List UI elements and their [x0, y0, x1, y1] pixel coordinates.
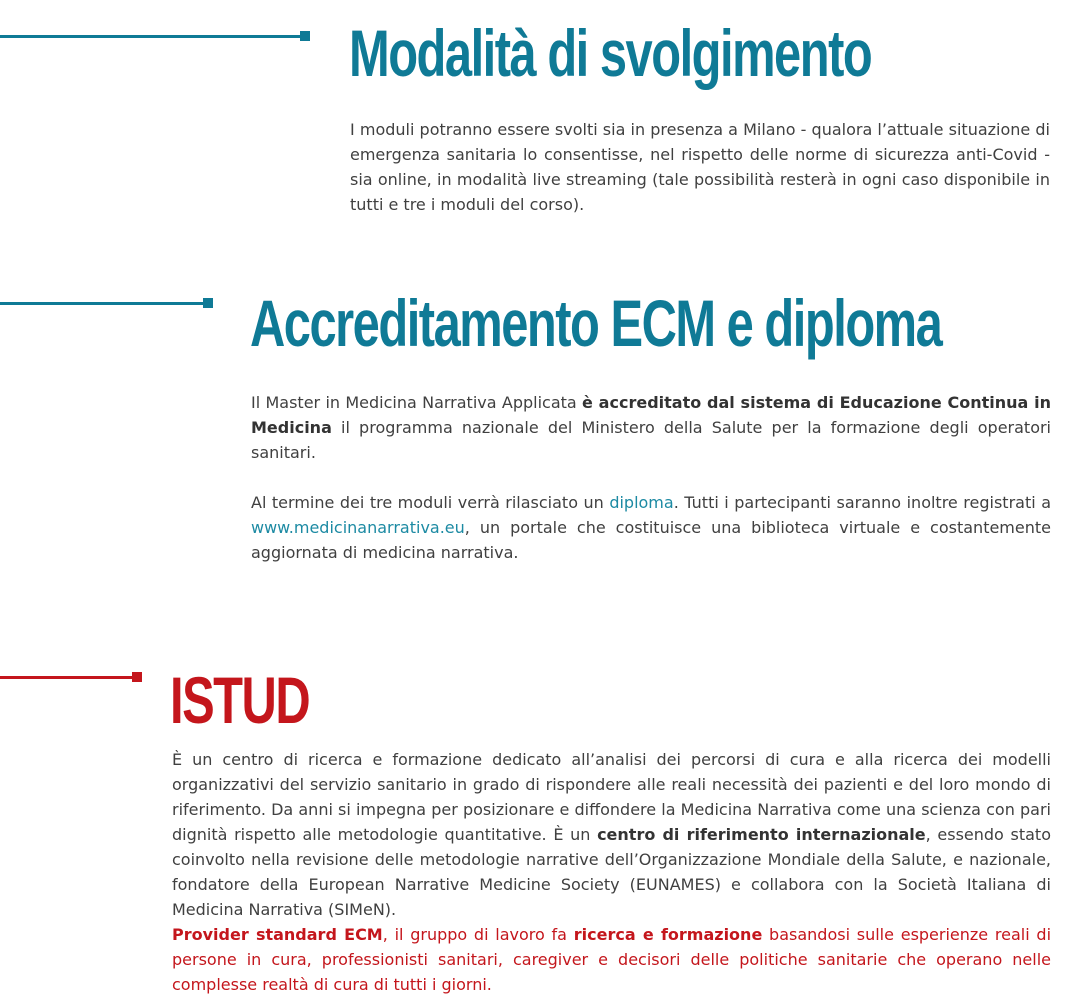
- international-reference-highlight: centro di riferimento internazionale: [597, 825, 926, 844]
- section-divider-line: [0, 302, 211, 305]
- provider-ecm-highlight: Provider standard ECM: [172, 925, 383, 944]
- section-divider-line: [0, 35, 308, 38]
- section-title-modalita: Modalità di svolgimento: [349, 16, 872, 90]
- diploma-link[interactable]: diploma: [609, 493, 674, 512]
- section-body-accreditamento-1: Il Master in Medicina Narrativa Applicata è accreditato dal sistema di Educazione Continua in Medicina il programma nazionale del Ministero della Salute per la formazione degli operatori sanitari.: [251, 393, 1052, 462]
- section-divider-line: [0, 676, 140, 679]
- section-body-istud-2: Provider standard ECM, il gruppo di lavoro fa ricerca e formazione basandosi sulle esperienze reali di persone in cura, professionisti sanitari, caregiver e decisori delle politiche sanitarie che operano nelle complesse realtà di cura di tutti i giorni.: [172, 925, 1052, 994]
- section-body-accreditamento-2: Al termine dei tre moduli verrà rilasciato un diploma. Tutti i partecipanti saranno inoltre registrati a www.medicinanarrativa.eu, un portale che costituisce una biblioteca virtuale e costantemente aggiornata di medicina narrativa.: [251, 493, 1051, 562]
- section-title-istud: ISTUD: [170, 663, 310, 737]
- ecm-accreditation-highlight: è accreditato dal sistema di Educazione Continua in Medicina: [251, 393, 1052, 437]
- section-body-modalita: I moduli potranno essere svolti sia in presenza a Milano - qualora l’attuale situazione di emergenza sanitaria lo consentisse, nel rispetto delle norme di sicurezza anti-Covid - sia online, in modalità live streaming (tale possibilità resterà in ogni caso disponibile in tutti e tre i moduli del corso).: [350, 120, 1050, 214]
- section-body-istud-1: È un centro di ricerca e formazione dedicato all’analisi dei percorsi di cura e alla ricerca dei modelli organizzativi del servizio sanitario in grado di rispondere alle reali necessità dei pazienti e del loro mondo di riferimento. Da anni si impegna per posizionare e diffondere la Medicina Narrativa come una scienza con pari dignità rispetto alle metodologie quantitative. È un centro di riferimento internazionale, essendo stato coinvolto nella revisione delle metodologie narrative dell’Organizzazione Mondiale della Salute, e nazionale, fondatore della European Narrative Medicine Society (EUNAMES) e collabora con la Società Italiana di Medicina Narrativa (SIMeN).: [172, 750, 1051, 919]
- research-training-highlight: ricerca e formazione: [573, 925, 763, 944]
- medicinanarrativa-link[interactable]: www.medicinanarrativa.eu: [251, 518, 465, 537]
- section-title-accreditamento: Accreditamento ECM e diploma: [250, 286, 942, 360]
